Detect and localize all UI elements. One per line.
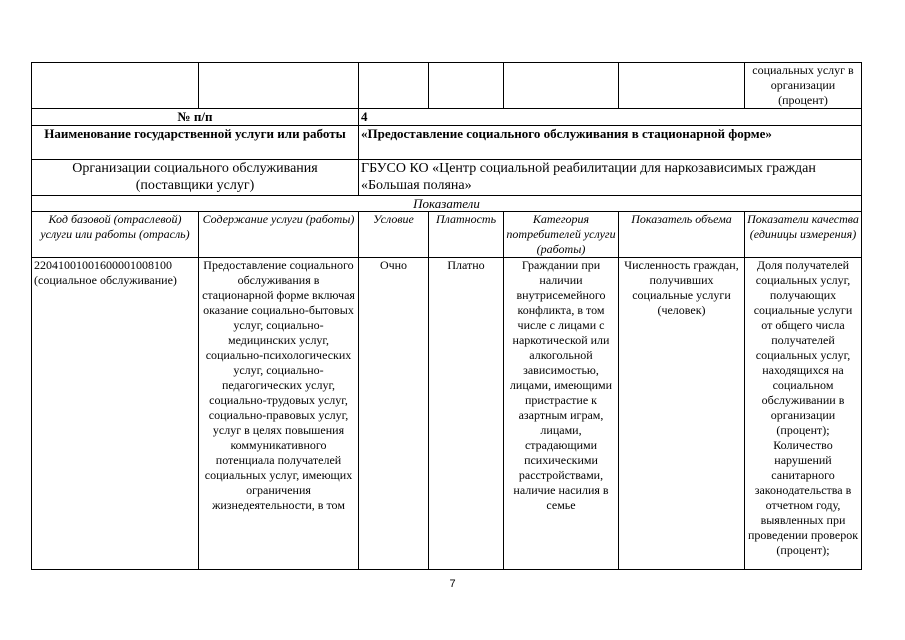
indicators-label: Показатели [32, 196, 862, 212]
service-table [31, 62, 862, 570]
column-header: Платность [429, 212, 504, 258]
column-header: Показатели качества (единицы измерения) [745, 212, 862, 258]
empty-cell [504, 63, 619, 109]
row-number-label: № п/п [32, 109, 359, 126]
service-code: 22041001001600001008100 (социальное обслуживание) [32, 258, 199, 570]
indicators-row [32, 196, 862, 212]
volume-indicator: Численность граждан, получивших социальные услуги (человек) [619, 258, 745, 570]
table-row [32, 258, 862, 570]
top-last-cell: социальных услуг в организации (процент) [745, 63, 862, 109]
column-header-row [32, 212, 862, 258]
document-page [31, 62, 861, 570]
service-name-value: «Предоставление социального обслуживания в стационарной форме» [359, 126, 862, 160]
organization-value: ГБУСО КО «Центр социальной реабилитации для наркозависимых граждан «Большая поляна» [359, 160, 862, 196]
quality-indicators: Доля получателей социальных услуг, получающих социальные услуги от общего числа получателей социальных услуг, находящихся на социальном обслуживании в организации (процент); Количество нарушений санитарного законодательства в отчетном году, выявленных при проведении проверок (процент); [745, 258, 862, 570]
organization-row [32, 160, 862, 196]
service-payment: Платно [429, 258, 504, 570]
empty-cell [359, 63, 429, 109]
empty-cell [32, 63, 199, 109]
consumer-category: Граждании при наличии внутрисемейного конфликта, в том числе с лицами с наркотической или алкогольной зависимостью, лицами, имеющими пристрастие к азартным играм, лицами, страдающими психическими расстройствами, наличие насилия в семье [504, 258, 619, 570]
service-name-row [32, 126, 862, 160]
service-content: Предоставление социального обслуживания в стационарной форме включая оказание социально-бытовых услуг, социально-медицинских услуг, социально-психологических услуг, социально-педагогических услуг, социально-трудовых услуг, социально-правовых услуг, услуг в целях повышения коммуникативного потенциала получателей социальных услуг, имеющих ограничения жизнедеятельности, в том [199, 258, 359, 570]
page-number: 7 [449, 578, 456, 590]
row-number-row [32, 109, 862, 126]
column-header: Категория потребителей услуги (работы) [504, 212, 619, 258]
service-condition: Очно [359, 258, 429, 570]
service-name-label: Наименование государственной услуги или работы [32, 126, 359, 160]
organization-label: Организации социального обслуживания (поставщики услуг) [32, 160, 359, 196]
row-number-value: 4 [359, 109, 862, 126]
column-header: Условие [359, 212, 429, 258]
top-continuation-row [32, 63, 862, 109]
column-header: Код базовой (отраслевой) услуги или работы (отрасль) [32, 212, 199, 258]
column-header: Показатель объема [619, 212, 745, 258]
empty-cell [619, 63, 745, 109]
empty-cell [199, 63, 359, 109]
empty-cell [429, 63, 504, 109]
column-header: Содержание услуги (работы) [199, 212, 359, 258]
